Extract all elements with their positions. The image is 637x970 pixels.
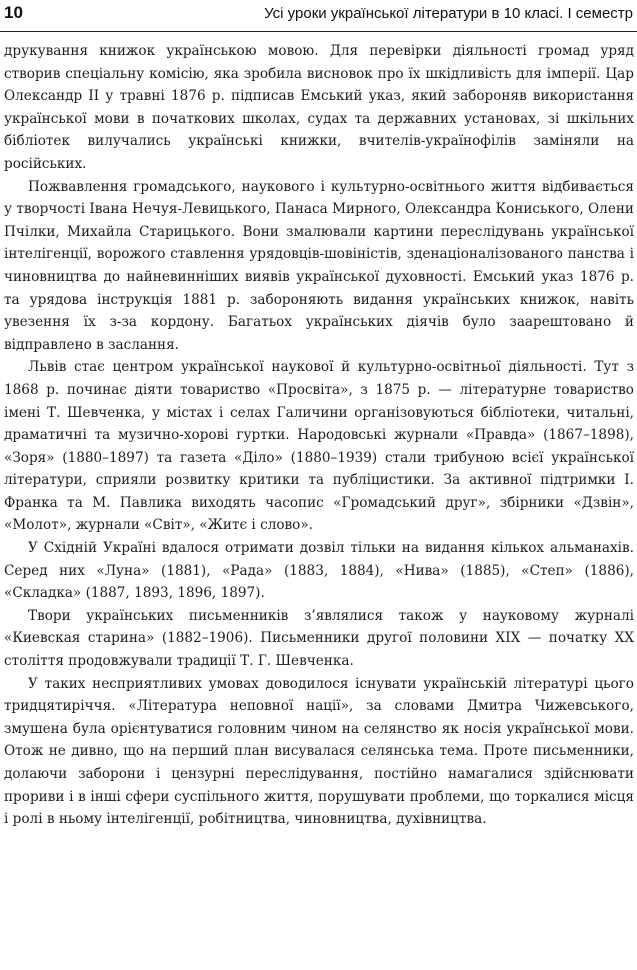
paragraph: Твори українських письменників з’являлися також у науковому журналі «Киевская старина» (1882–1906). Письменники другої половини XIX — початку XX століття продовжували традиції Т. Г. Шевченка. — [4, 607, 634, 670]
paragraph: Львів стає центром української наукової й культурно-освітньої діяльності. Тут з 1868 р. починає діяти товариство «Просвіта», з 1875 р. — літературне товариство імені Т. Шевченка, у містах і селах Галичини організовуються бібліотеки, читальні, драматичні та музично-хорові гуртки. Народовські журнали «Правда» (1867–1898), «Зоря» (1880–1897) та газета «Діло» (1880–1939) стали трибуною всієї української літератури, сприяли розвитку критики та публіцистики. За активної підтримки І. Франка та М. Павлика виходять часопис «Громадський друг», збірники «Дзвін», «Молот», журнали «Світ», «Житє і слово». — [4, 359, 634, 534]
page-number: 10 — [4, 3, 23, 22]
paragraph: Пожвавлення громадського, наукового і культурно-освітнього життя відбивається у творчості Івана Нечуя-Левицького, Панаса Мирного, Олександра Кониського, Олени Пчілки, Михайла Старицького. Вони змалювали картини переслідувань української інтелігенції, ворожого ставлення урядовців-шовіністів, зденаціоналізованого панства і чиновництва до найневинніших виявів української духовності. Емський указ 1876 р. та урядова інструкція 1881 р. забороняють видання українських книжок, навіть увезення їх з-за кордону. Багатьох українських діячів було заарештовано й відправлено в заслання. — [4, 178, 634, 353]
paragraph: друкування книжок українською мовою. Для перевірки діяльності громад уряд створив спеціальну комісію, яка зробила висновок про їх шкідливість для імперії. Цар Олександр ІІ у травні 1876 р. підписав Емський указ, який забороняв використання української мови в початкових школах, судах та державних установах, зі шкільних бібліотек вилучались українські книжки, вчителів-українофілів заміняли на російських. — [4, 43, 634, 172]
body-text — [4, 40, 634, 831]
paragraph: У Східній Україні вдалося отримати дозвіл тільки на видання кількох альманахів. Серед них «Луна» (1881), «Рада» (1883, 1884), «Нива» (1885), «Степ» (1886), «Складка» (1887, 1893, 1896, 1897). — [4, 540, 634, 602]
paragraph: У таких несприятливих умовах доводилося існувати українській літературі цього тридцятиріччя. «Література неповної нації», за словами Дмитра Чижевського, змушена була орієнтуватися головним чином на селянство як носія української мови. Отож не дивно, що на перший план висувалася селянська тема. Проте письменники, долаючи заборони і цензурні переслідування, постійно намагалися здійснювати прориви і в інші сфери суспільного життя, порушувати проблеми, що торкалися місця і ролі в ньому інтелігенції, робітництва, чиновництва, духівництва. — [4, 675, 634, 828]
running-title: Усі уроки української літератури в 10 класі. І семестр — [264, 5, 633, 22]
page-header — [0, 0, 637, 32]
